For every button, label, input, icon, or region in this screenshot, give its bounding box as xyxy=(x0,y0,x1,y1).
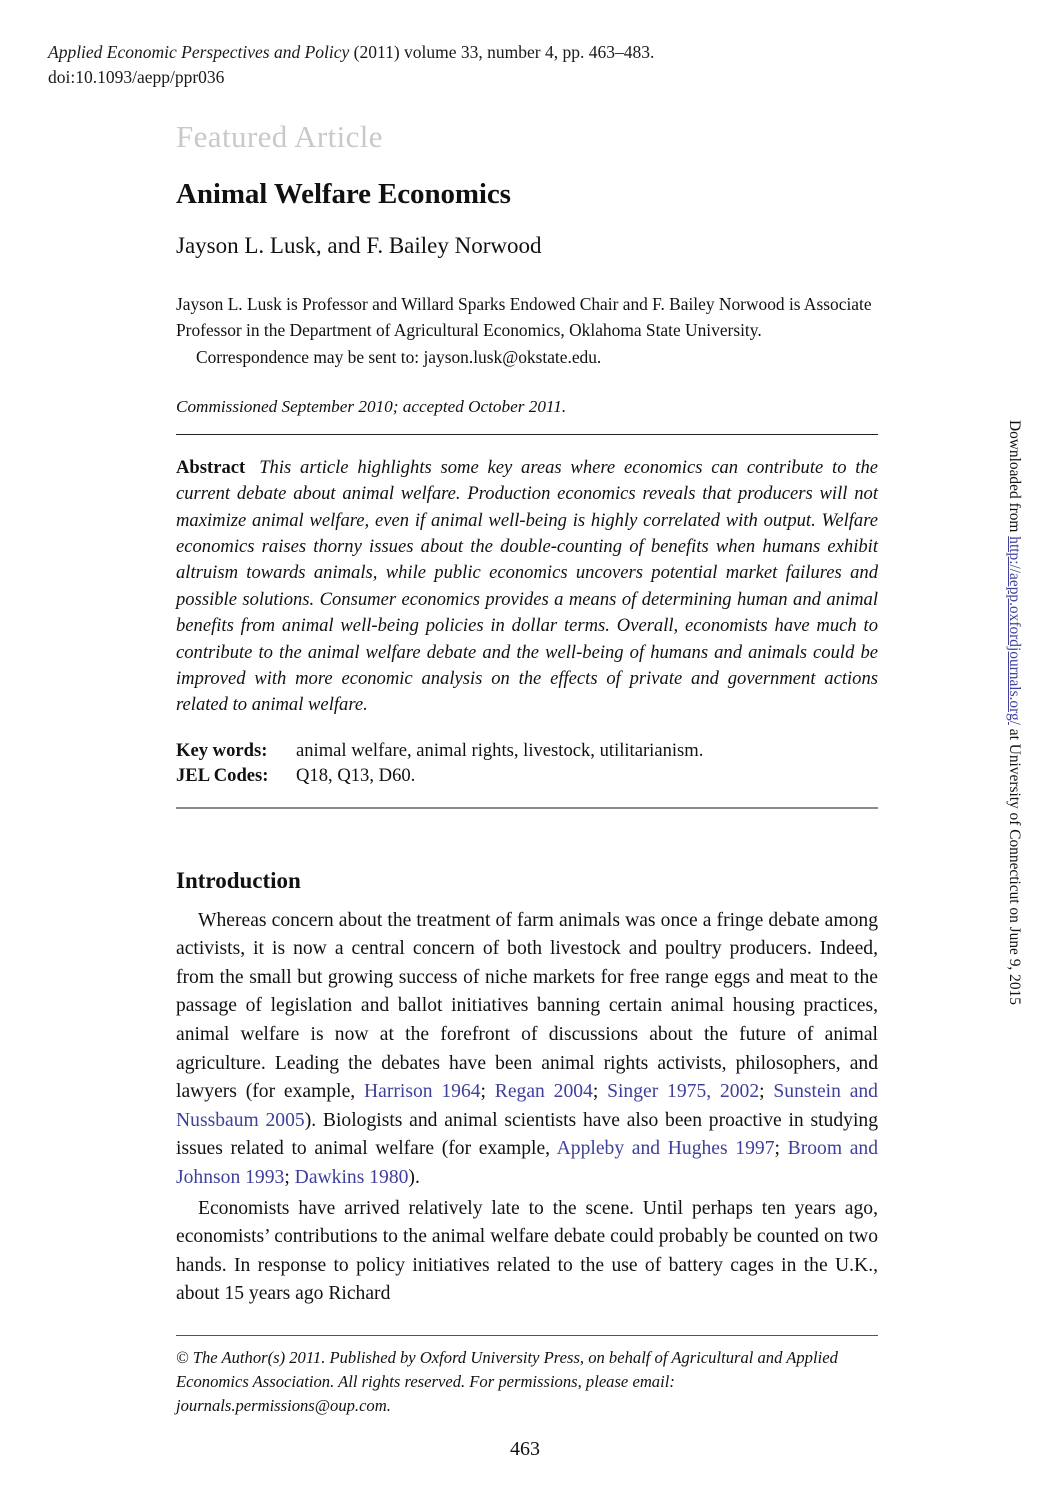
journal-citation: (2011) volume 33, number 4, pp. 463–483. xyxy=(349,42,655,62)
citation-link-singer-1975-2002[interactable]: Singer 1975, 2002 xyxy=(607,1081,760,1103)
main-column xyxy=(176,118,878,1309)
author-affiliation xyxy=(176,291,878,370)
article-kicker: Featured Article xyxy=(176,119,383,154)
journal-url-link[interactable]: http://aepp.oxfordjournals.org/ xyxy=(1006,536,1023,725)
jel-value: Q18, Q13, D60. xyxy=(296,765,416,787)
divider-above-footer xyxy=(176,1335,878,1336)
download-stamp xyxy=(996,420,1036,1110)
sep-2: ; xyxy=(592,1081,608,1103)
download-stamp-text xyxy=(1007,420,1022,1005)
copyright-notice: © The Author(s) 2011. Published by Oxford University Press, on behalf of Agricultural and Applied Economics Association. All rights reserved. For permissions, please email: journals.permissions@oup.com. xyxy=(176,1348,838,1416)
intro-p1-text-a: Whereas concern about the treatment of farm animals was once a fringe debate among activists, it is now a central concern of both livestock and poultry producers. Indeed, from the small but growing success of niche markets for free range eggs and meat to the passage of legislation and ballot initiatives banning certain animal housing practices, animal welfare is now at the forefront of discussions about the future of animal agriculture. Leading the debates have been animal rights activists, philosophers, and lawyers (for example, xyxy=(176,909,878,1103)
sep-6: ; xyxy=(284,1167,295,1189)
jel-row xyxy=(176,763,878,789)
abstract-text: This article highlights some key areas where economics can contribute to the current debate about animal welfare. Production economics reveals that producers will not maximize animal welfare, even if animal well-being is highly correlated with output. Welfare economics raises thorny issues about the double-counting of benefits when humans exhibit altruism towards animals, while public economics uncovers potential market failures and possible solutions. Consumer economics provides a means of determining human and animal benefits from animal well-being policies in dollar terms. Overall, economists have much to contribute to the animal welfare debate and the well-being of humans and animals could be improved with more economic analysis on the effects of private and government actions related to animal welfare. xyxy=(176,456,878,716)
sep-1: ; xyxy=(480,1081,495,1103)
doi-text: doi:10.1093/aepp/ppr036 xyxy=(48,67,225,88)
page-title: Animal Welfare Economics xyxy=(176,178,511,211)
citation-link-sunstein-nussbaum-2005[interactable]: Sunstein and Nussbaum 2005 xyxy=(176,1081,878,1131)
correspondence-text: Correspondence may be sent to: jayson.lusk@okstate.edu. xyxy=(196,346,602,367)
divider-below-jel xyxy=(176,807,878,809)
citation-link-appleby-hughes-1997[interactable]: Appleby and Hughes 1997 xyxy=(556,1138,775,1160)
download-stamp-suffix: at University of Connecticut on June 9, 2015 xyxy=(1006,724,1023,1005)
citation-link-broom-johnson-1993[interactable]: Broom and Johnson 1993 xyxy=(176,1138,879,1189)
keywords-value: animal welfare, animal rights, livestock, utilitarianism. xyxy=(296,739,704,761)
intro-paragraph-1 xyxy=(176,907,878,1193)
jel-label: JEL Codes: xyxy=(176,765,269,787)
keywords-row xyxy=(176,738,878,764)
citation-link-regan-2004[interactable]: Regan 2004 xyxy=(494,1081,593,1103)
sep-5: ; xyxy=(774,1138,788,1160)
abstract-block xyxy=(176,455,878,719)
received-dates: Commissioned September 2010; accepted October 2011. xyxy=(176,397,567,417)
citation-link-harrison-1964[interactable]: Harrison 1964 xyxy=(363,1081,481,1103)
section-heading-introduction: Introduction xyxy=(176,868,301,894)
abstract-label: Abstract xyxy=(176,456,246,478)
page-number: 463 xyxy=(510,1438,540,1460)
intro-paragraph-2: Economists have arrived relatively late to the scene. Until perhaps ten years ago, economists’ contributions to the animal welfare debate could probably be counted on two hands. In response to policy initiatives related to the use of battery cages in the U.K., about 15 years ago Richard xyxy=(176,1197,878,1305)
journal-title: Applied Economic Perspectives and Policy xyxy=(48,42,350,62)
author-list: Jayson L. Lusk, and F. Bailey Norwood xyxy=(176,232,542,258)
divider-above-abstract xyxy=(176,434,878,435)
page-footer xyxy=(176,1335,878,1419)
running-head xyxy=(48,40,908,91)
sep-3: ; xyxy=(759,1081,774,1103)
intro-p1-text-c: ). xyxy=(408,1167,420,1189)
citation-link-dawkins-1980[interactable]: Dawkins 1980 xyxy=(294,1167,409,1189)
keywords-block xyxy=(176,738,878,789)
keywords-label: Key words: xyxy=(176,739,268,761)
affiliation-text: Jayson L. Lusk is Professor and Willard Sparks Endowed Chair and F. Bailey Norwood is Associate Professor in the Department of Agricultural Economics, Oklahoma State University. xyxy=(176,293,872,341)
intro-p1-text-b: ). Biologists and animal scientists have also been proactive in studying issues related to animal welfare (for example, xyxy=(176,1109,878,1160)
download-stamp-prefix: Downloaded from xyxy=(1006,420,1023,537)
